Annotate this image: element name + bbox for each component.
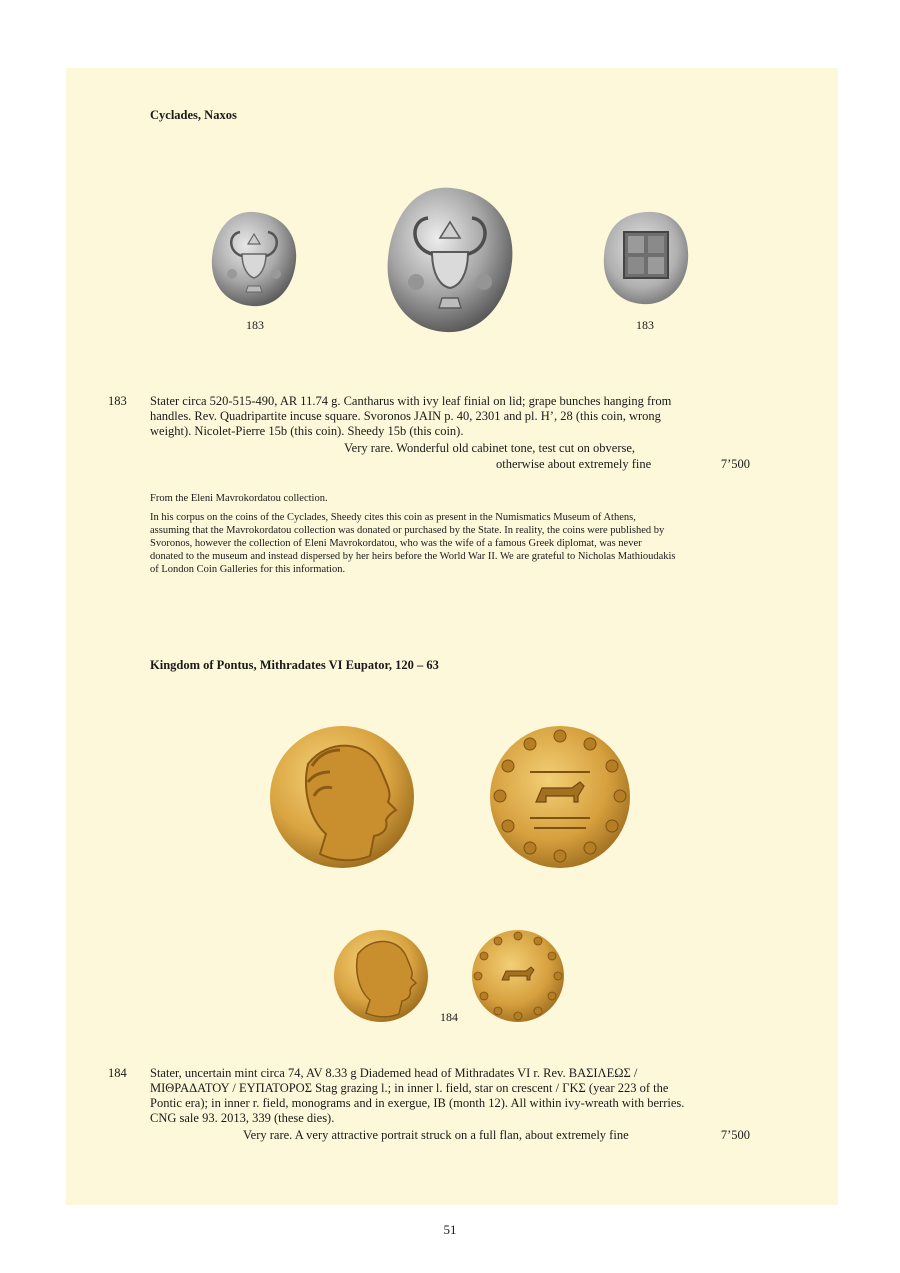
silver-coin-reverse (600, 208, 692, 308)
gold-coin-obverse-small (332, 928, 430, 1024)
note-line: donated to the museum and instead dispersed by her heirs before the World War II. We are grateful to Nicholas Mathioudakis (150, 551, 676, 562)
note-line: Svoronos, however the collection of Eleni Mavrokordatou, who was the wife of a famous Greek diplomat, was never (150, 538, 642, 549)
gold-coin-reverse-large (488, 724, 632, 870)
coin-caption-obverse: 183 (246, 318, 264, 332)
lot-grade: Very rare. Wonderful old cabinet tone, test cut on obverse, (344, 441, 636, 455)
lot-description (150, 394, 750, 439)
section-heading-pontus: Kingdom of Pontus, Mithradates VI Eupator, 120 – 63 (150, 658, 439, 672)
description-line: Pontic era); in inner r. field, monograms and in exergue, IB (month 12). All within ivy-wreath with berries. (150, 1096, 685, 1110)
lot-estimate: 7’500 (720, 1128, 750, 1142)
note-line: of London Coin Galleries for this information. (150, 564, 346, 575)
description-line: CNG sale 93. 2013, 339 (these dies). (150, 1111, 335, 1125)
description-line: ΜΙΘΡΑΔΑΤΟΥ / ΕΥΠΑΤΟΡΟΣ Stag grazing l.; in inner l. field, star on crescent / ΓΚΣ (year 223 of the (150, 1081, 669, 1095)
description-line: handles. Rev. Quadripartite incuse square. Svoronos JAIN p. 40, 2301 and pl. H’, 28 (this coin, wrong (150, 409, 661, 423)
coin-caption-pontus: 184 (440, 1010, 458, 1024)
lot-grade-continued: otherwise about extremely fine (496, 457, 652, 471)
note-line: In his corpus on the coins of the Cyclades, Sheedy cites this coin as present in the Numismatics Museum of Athens, (150, 512, 636, 523)
description-line: Stater, uncertain mint circa 74, AV 8.33 g Diademed head of Mithradates VI r. Rev. ΒΑΣΙΛΕΩΣ / (150, 1066, 638, 1080)
lot-number: 183 (108, 394, 127, 408)
gold-coin-obverse-large (268, 724, 416, 870)
section-heading-naxos: Cyclades, Naxos (150, 108, 237, 122)
silver-coin-obverse-large (382, 186, 518, 336)
description-line: Stater circa 520-515-490, AR 11.74 g. Cantharus with ivy leaf finial on lid; grape bunches hanging from (150, 394, 672, 408)
page-number: 51 (443, 1222, 457, 1237)
gold-coin-reverse-small (470, 928, 566, 1024)
description-line: weight). Nicolet-Pierre 15b (this coin). Sheedy 15b (this coin). (150, 424, 464, 438)
lot-grade: Very rare. A very attractive portrait struck on a full flan, about extremely fine (243, 1128, 629, 1142)
lot-number: 184 (108, 1066, 127, 1080)
lot-estimate: 7’500 (720, 457, 750, 471)
note-line: assuming that the Mavrokordatou collection was donated or purchased by the State. In reality, the coins were published by (150, 525, 665, 536)
lot-description (150, 1066, 750, 1126)
provenance: From the Eleni Mavrokordatou collection. (150, 493, 328, 504)
silver-coin-obverse-small (208, 210, 300, 310)
coin-caption-reverse: 183 (636, 318, 654, 332)
lot-note (150, 511, 750, 576)
